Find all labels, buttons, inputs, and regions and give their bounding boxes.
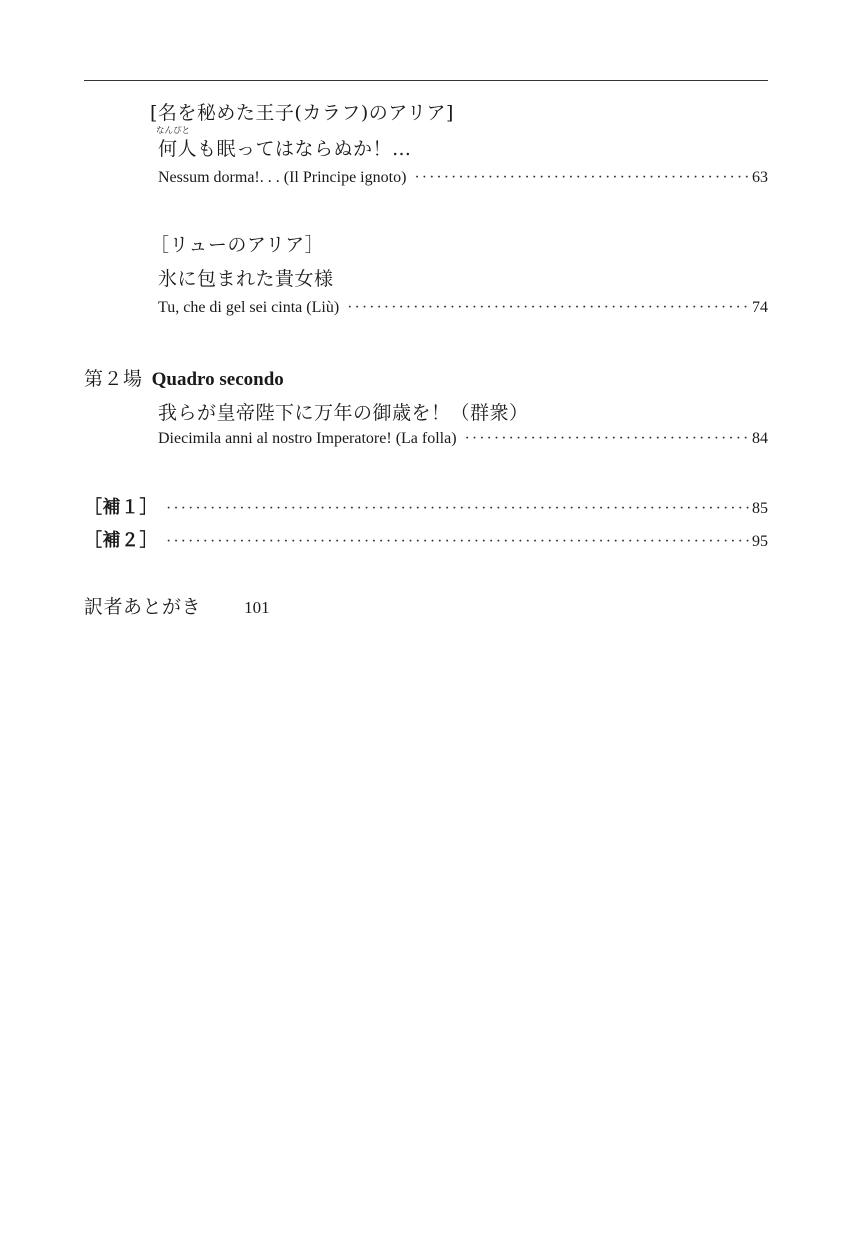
section1-ruby: なんぴと xyxy=(156,126,191,136)
section1-title xyxy=(156,126,412,161)
page-number: 74 xyxy=(752,299,768,316)
top-rule xyxy=(84,80,768,81)
toc-entry-supplement-1[interactable] xyxy=(84,493,768,519)
scene2-heading xyxy=(84,364,284,391)
dot-leader xyxy=(166,533,751,551)
scene2-label: 第２場 xyxy=(84,368,143,390)
section2-heading: ［リューのアリア］ xyxy=(150,234,325,256)
toc-entry-afterword[interactable] xyxy=(84,592,270,619)
entry-text: Diecimila anni al nostro Imperatore! (La folla) xyxy=(158,430,457,447)
section1-title-kanji xyxy=(156,126,198,161)
page-number: 85 xyxy=(752,500,768,517)
section1-heading: [名を秘めた王子(カラフ)のアリア] xyxy=(150,102,454,124)
dot-leader xyxy=(347,299,751,317)
dot-leader xyxy=(166,500,751,518)
toc-entry-supplement-2[interactable] xyxy=(84,526,768,552)
toc-entry-nessum-dorma[interactable] xyxy=(158,169,768,187)
afterword-page: 101 xyxy=(244,598,270,617)
dot-leader xyxy=(414,169,751,187)
page-number: 84 xyxy=(752,430,768,447)
entry-text: Nessum dorma!. . . (Il Principe ignoto) xyxy=(158,169,407,186)
scene2-title: Quadro secondo xyxy=(151,369,284,390)
section1-title-rest: も眠ってはならぬか！… xyxy=(197,138,412,160)
afterword-label: 訳者あとがき xyxy=(84,596,202,618)
entry-label: ［補２］ xyxy=(84,530,158,550)
entry-text: Tu, che di gel sei cinta (Liù) xyxy=(158,299,340,316)
page-number: 63 xyxy=(752,169,768,186)
page-number: 95 xyxy=(752,533,768,550)
section1-title-kanji-text: 何人 xyxy=(158,138,198,160)
entry-label: ［補１］ xyxy=(84,497,158,517)
toc-entry-tu-che-di-gel[interactable] xyxy=(158,299,768,317)
scene2-jp-title: 我らが皇帝陛下に万年の御歳を！（群衆） xyxy=(158,402,529,424)
dot-leader xyxy=(465,430,751,448)
toc-entry-diecimila-anni[interactable] xyxy=(158,430,768,448)
section2-title: 氷に包まれた貴女様 xyxy=(158,268,334,290)
